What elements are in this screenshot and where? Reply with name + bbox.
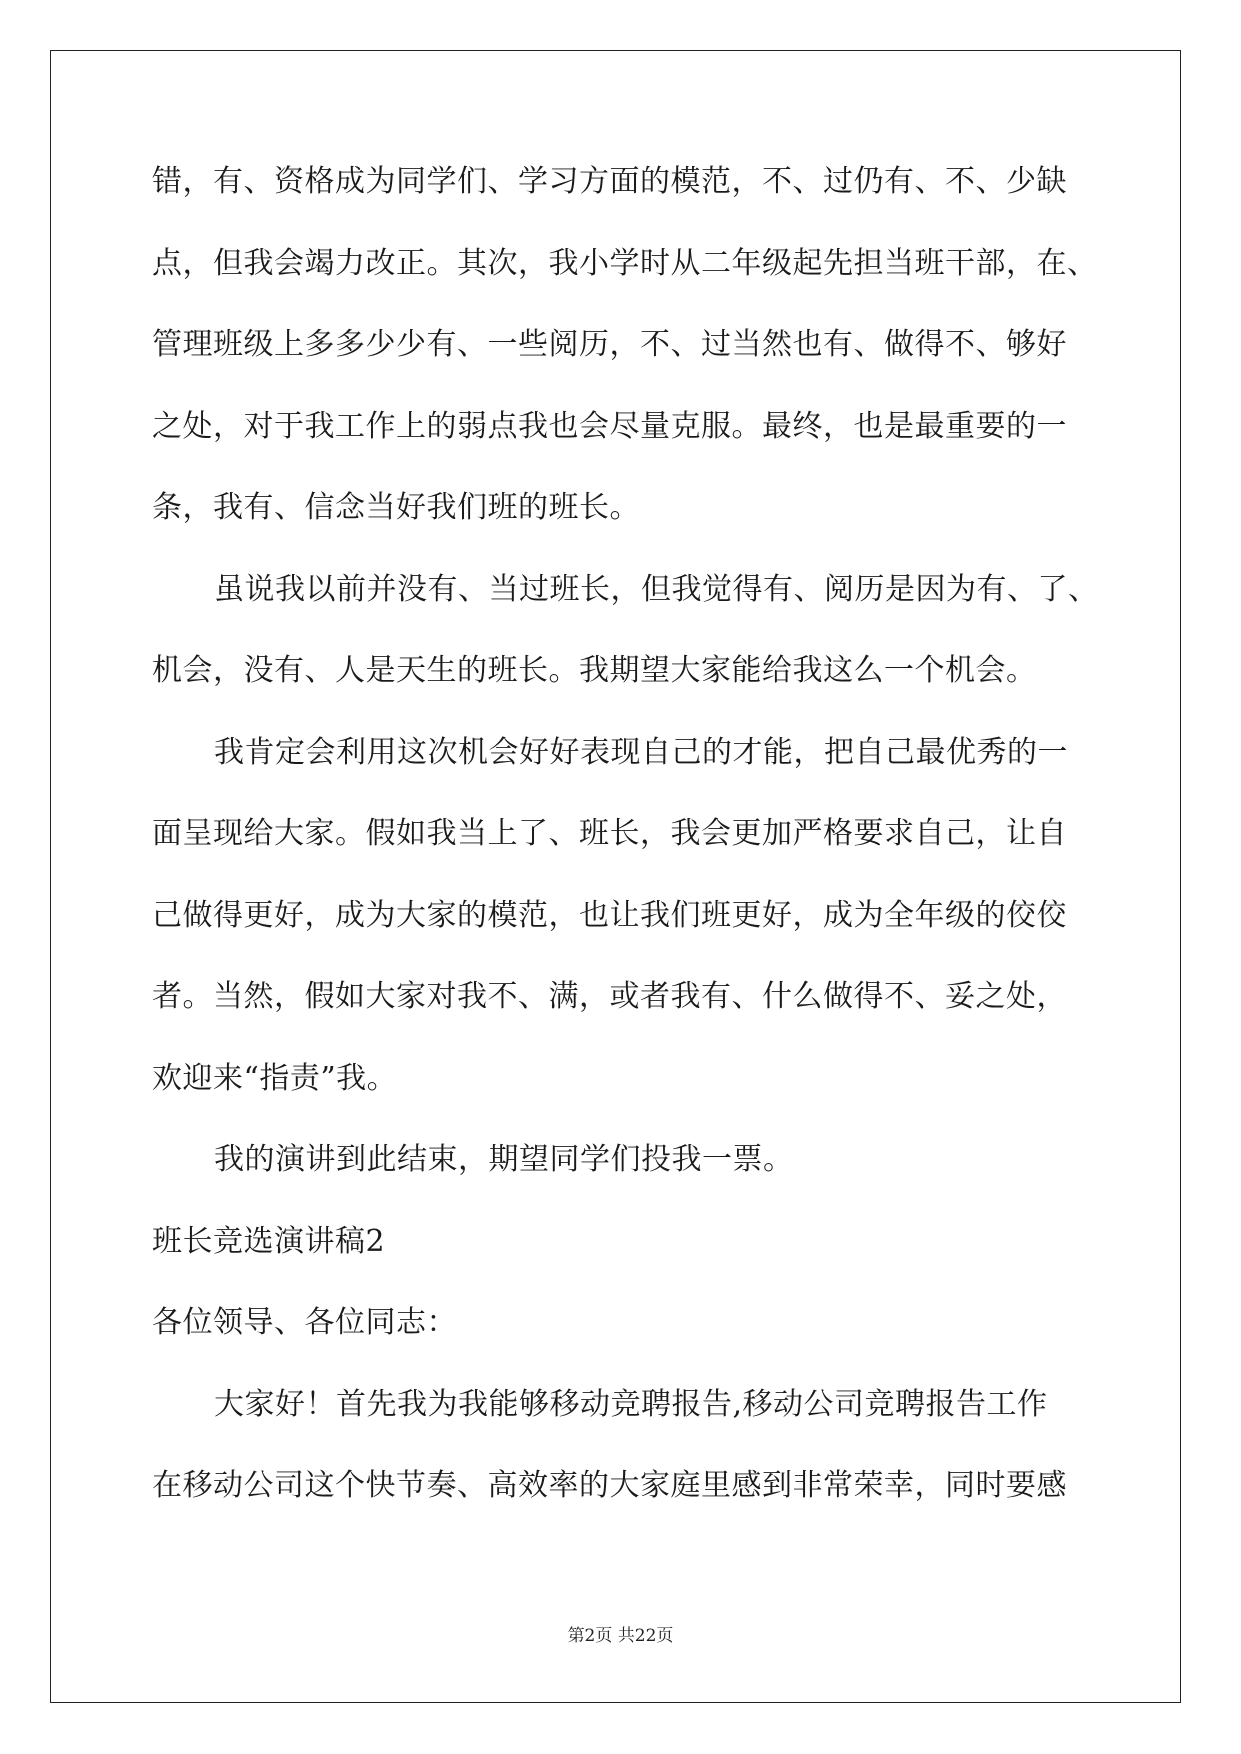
text-line: 大家好！首先我为我能够移动竞聘报告,移动公司竞聘报告工作 bbox=[214, 1386, 1048, 1422]
salutation: 各位领导、各位同志： bbox=[152, 1305, 457, 1340]
text-line: 管理班级上多多少少有、一些阅历，不、过当然也有、做得不、够好 bbox=[152, 327, 1067, 362]
page-number-footer: 第2页 共22页 bbox=[567, 1626, 674, 1646]
text-line: 机会，没有、人是天生的班长。我期望大家能给我这么一个机会。 bbox=[152, 653, 1037, 688]
text-line: 点，但我会竭力改正。其次，我小学时从二年级起先担当班干部，在、 bbox=[152, 245, 1098, 281]
text-line: 虽说我以前并没有、当过班长，但我觉得有、阅历是因为有、了、 bbox=[214, 571, 1099, 607]
text-line: 之处，对于我工作上的弱点我也会尽量克服。最终，也是最重要的一 bbox=[152, 408, 1067, 444]
text-line: 者。当然，假如大家对我不、满，或者我有、什么做得不、妥之处， bbox=[152, 979, 1067, 1014]
text-line: 面呈现给大家。假如我当上了、班长，我会更加严格要求自己，让自 bbox=[152, 816, 1067, 851]
text-line: 错，有、资格成为同学们、学习方面的模范，不、过仍有、不、少缺 bbox=[152, 164, 1067, 199]
text-line: 欢迎来“指责”我。 bbox=[152, 1060, 398, 1096]
text-line: 在移动公司这个快节奏、高效率的大家庭里感到非常荣幸，同时要感 bbox=[152, 1468, 1067, 1503]
text-line: 己做得更好，成为大家的模范，也让我们班更好，成为全年级的佼佼 bbox=[152, 897, 1067, 933]
text-line: 我肯定会利用这次机会好好表现自己的才能，把自己最优秀的一 bbox=[214, 734, 1068, 770]
text-line: 条，我有、信念当好我们班的班长。 bbox=[152, 490, 640, 525]
document-body bbox=[152, 162, 1102, 1548]
section-heading: 班长竞选演讲稿2 bbox=[152, 1223, 386, 1259]
text-line: 我的演讲到此结束，期望同学们投我一票。 bbox=[214, 1142, 794, 1177]
